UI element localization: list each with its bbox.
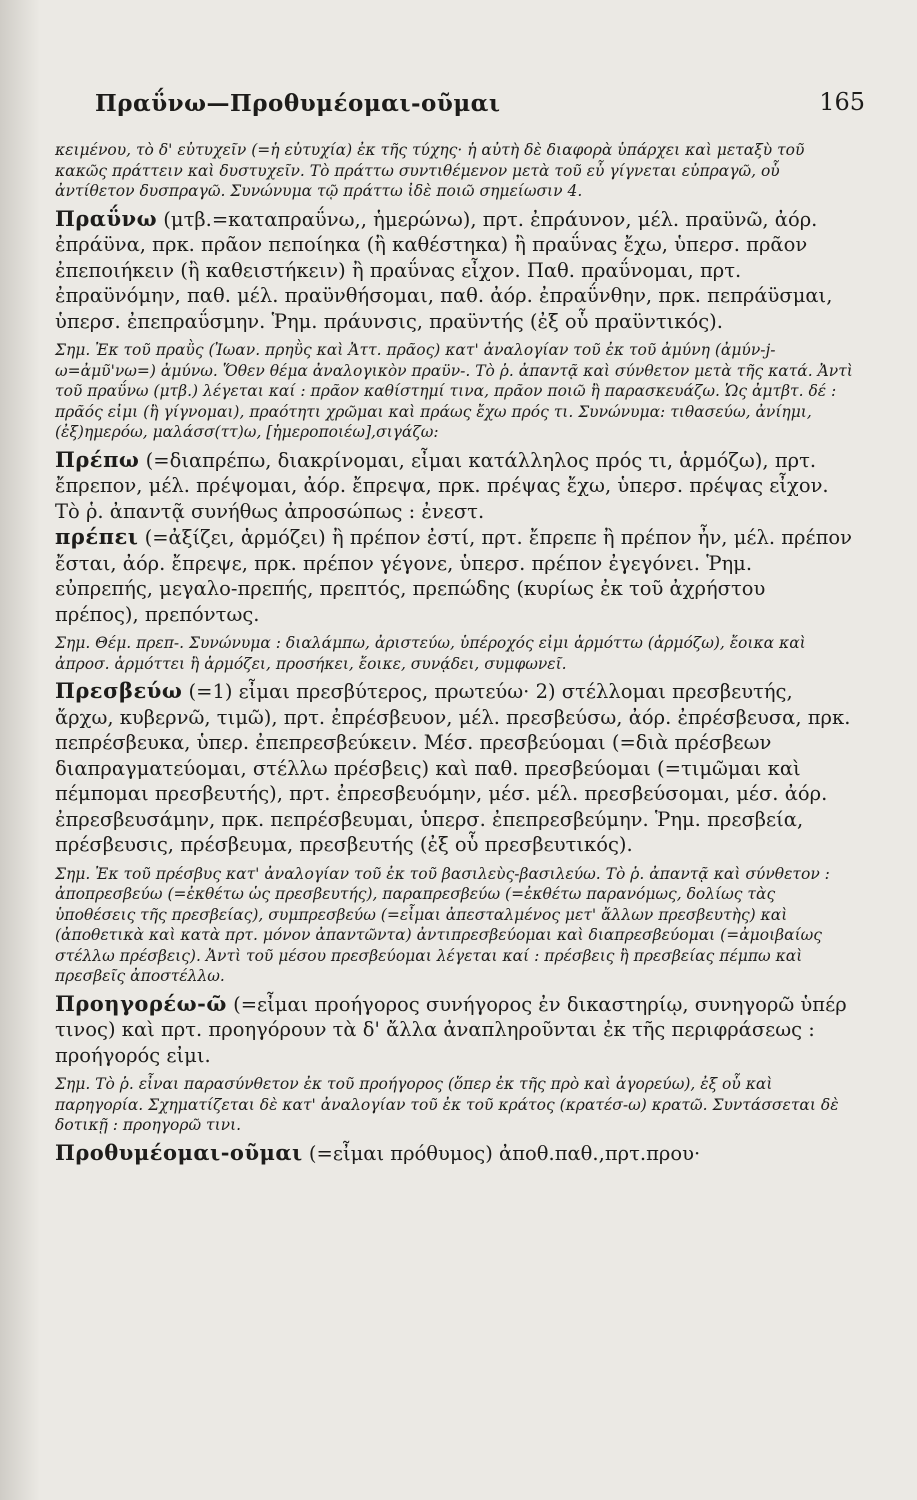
entry-text: (=διαπρέπω, διακρίνομαι, εἶμαι κατάλληλος πρός τι, ἁρμόζω), πρτ. ἔπρεπον, μέλ. πρέψομαι, ἀόρ. ἔπρεψα, πρκ. πρέψας ἔχω, ὑπερσ. πρέψας εἶχον. Τὸ ῥ. ἀπαντᾷ συνήθως ἀπροσώπως : ἐνεστ.	[55, 448, 829, 523]
note-paragraph: κειμένου, τὸ δ' εὐτυχεῖν (=ἡ εὐτυχία) ἐκ τῆς τύχης· ἡ αὐτὴ δὲ διαφορὰ ὑπάρχει καὶ μεταξὺ τοῦ κακῶς πράττειν καὶ δυστυχεῖν. Τὸ πράττω συντιθέμενον μετὰ τοῦ εὖ γίγνεται εὐπραγῶ, οὗ ἀντίθετον δυσπραγῶ. Συνώνυμα τῷ πράττω ἰδὲ ποιῶ σημείωσιν 4.	[55, 141, 805, 200]
entry-text: (=εἶμαι πρόθυμος) ἀποθ.παθ.,πρτ.πρου·	[302, 1141, 701, 1165]
entry-paragraph	[55, 991, 855, 1069]
binding-shadow	[0, 0, 40, 1500]
note-paragraph: Σημ. Ἐκ τοῦ πραῢς (Ἰωαν. πρηῢς καὶ Ἀττ. πρᾶος) κατ' ἀναλογίαν τοῦ ἐκ τοῦ ἀμύνη (ἀμύν-j-ω=ἀμῦ'νω=) ἀμύνω. Ὅθεν θέμα ἀναλογικὸν πραϋν-. Τὸ ῥ. ἀπαντᾷ καὶ σύνθετον μετὰ τῆς κατά. Ἀντὶ τοῦ πραΰνω (μτβ.) λέγεται καί : πρᾶον καθίστημί τινα, πρᾶον ποιῶ ἢ παρασκευάζω. Ὡς ἀμτβτ. δέ : πρᾶός εἰμι (ἢ γίγνομαι), πραότητι χρῶμαι καὶ πράως ἔχω πρός τι. Συνώνυμα: τιθασεύω, ἀνίημι, (ἐξ)ημερόω, μαλάσσ(ττ)ω, [ἡμεροποιέω],σιγάζω:	[55, 341, 853, 441]
page-number: 165	[819, 88, 865, 116]
entry-paragraph	[55, 524, 855, 627]
entry-paragraph	[55, 1140, 855, 1167]
page-header	[95, 88, 865, 128]
entry-paragraph	[55, 206, 855, 335]
lemma-heading: πρέπει	[55, 524, 139, 549]
note-paragraph: Σημ. Ἐκ τοῦ πρέσβυς κατ' ἀναλογίαν τοῦ ἐκ τοῦ βασιλεὺς-βασιλεύω. Τὸ ῥ. ἀπαντᾷ καὶ σύνθετον : ἀποπρεσβεύω (=ἐκθέτω ὡς πρεσβευτής), παραπρεσβεύω (=ἐκθέτω παρανόμως, δολίως τὰς ὑποθέσεις τῆς πρεσβείας), συμπρεσβεύω (=εἶμαι ἀπεσταλμένος μετ' ἄλλων πρεσβευτὴς) καὶ (ἀποθετικὰ καὶ κατὰ πρτ. μόνον ἀπαντῶντα) ἀντιπρεσβεύομαι καὶ διαπρεσβεύομαι (=ἀμοιβαίως στέλλω πρέσβεις). Ἀντὶ τοῦ μέσου πρεσβεύομαι λέγεται καί : πρέσβεις ἢ πρεσβείας πέμπω καὶ πρεσβεῖς ἀποστέλλω.	[55, 864, 830, 985]
entry-text: (μτβ.=καταπραΰνω,, ἡμερώνω), πρτ. ἐπράυνον, μέλ. πραϋνῶ, ἀόρ. ἐπράϋνα, πρκ. πρᾶον πεποίηκα (ἢ καθέστηκα) ἢ πραΰνας ἔχω, ὑπερσ. πρᾶον ἐπεποιήκειν (ἢ καθειστήκειν) ἢ πραΰνας εἶχον. Παθ. πραΰνομαι, πρτ. ἐπραϋνόμην, παθ. μέλ. πραϋνθήσομαι, παθ. ἀόρ. ἐπραΰνθην, πρκ. πεπράϋσμαι, ὑπερσ. ἐπεπραΰσμην. Ῥημ. πράυνσις, πραϋντής (ἐξ οὗ πραϋντικός).	[55, 207, 833, 333]
lemma-heading: Προθυμέομαι-οῦμαι	[55, 1139, 303, 1165]
entry-text: (=1) εἶμαι πρεσβύτερος, πρωτεύω· 2) στέλλομαι πρεσβευτής, ἄρχω, κυβερνῶ, τιμῶ), πρτ. ἐπρέσβευον, μέλ. πρεσβεύσω, ἀόρ. ἐπρέσβευσα, πρκ. πεπρέσβευκα, ὑπερ. ἐπεπρεσβεύκειν. Μέσ. πρεσβεύομαι (=διὰ πρέσβεων διαπραγματεύομαι, στέλλω πρέσβεις) καὶ παθ. πρεσβεύομαι (=τιμῶμαι καὶ πέμπομαι πρεσβευτής), πρτ. ἐπρεσβευόμην, μέσ. μέλ. πρεσβεύσομαι, μέσ. ἀόρ. ἐπρεσβευσάμην, πρκ. πεπρέσβευμαι, ὑπερσ. ἐπεπρεσβεύμην. Ῥημ. πρεσβεία, πρέσβευσις, πρέσβευμα, πρεσβευτής (ἐξ οὗ πρεσβευτικός).	[55, 680, 851, 856]
entry-paragraph	[55, 678, 855, 858]
entry-text: (=ἀξίζει, ἁρμόζει) ἢ πρέπον ἐστί, πρτ. ἔπρεπε ἢ πρέπον ἦν, μέλ. πρέπον ἔσται, ἀόρ. ἔπρεψε, πρκ. πρέπον γέγονε, ὑπερσ. πρέπον ἐγεγόνει. Ῥημ. εὐπρεπής, μεγαλο-πρεπής, πρεπτός, πρεπώδης (κυρίως ἐκ τοῦ ἀχρήστου πρέπος), πρεπόντως.	[55, 526, 853, 626]
note-paragraph: Σημ. Θέμ. πρεπ-. Συνώνυμα : διαλάμπω, ἀριστεύω, ὑπέροχός εἰμι ἁρμόττω (ἁρμόζω), ἔοικα καὶ ἀπροσ. ἁρμόττει ἢ ἁρμόζει, προσήκει, ἔοικε, συνᾴδει, συμφωνεῖ.	[55, 634, 806, 673]
lemma-heading: Πραΰνω	[55, 205, 158, 231]
lemma-heading: Πρεσβεύω	[55, 678, 183, 703]
lemma-heading: Πρέπω	[55, 446, 140, 472]
entry-paragraph	[55, 447, 855, 525]
running-head: Πραΰνω—Προθυμέομαι-οῦμαι	[95, 90, 501, 117]
page-body	[55, 140, 855, 1166]
note-paragraph: Σημ. Τὸ ῥ. εἶναι παρασύνθετον ἐκ τοῦ προήγορος (ὅπερ ἐκ τῆς πρὸ καὶ ἀγορεύω), ἐξ οὗ καὶ παρηγορία. Σχηματίζεται δὲ κατ' ἀναλογίαν τοῦ ἐκ τοῦ κράτος (κρατέσ-ω) κρατῶ. Συντάσσεται δὲ δοτικῇ : προηγορῶ τινι.	[55, 1075, 839, 1134]
lemma-heading: Προηγορέω-ῶ	[55, 990, 227, 1016]
entry-text: (=εἶμαι προήγορος συνήγορος ἐν δικαστηρίῳ, συνηγορῶ ὑπέρ τινος) καὶ πρτ. προηγόρουν τὰ δ' ἄλλα ἀναπληροῦνται ἐκ τῆς περιφράσεως : προήγορός εἰμι.	[55, 992, 847, 1067]
